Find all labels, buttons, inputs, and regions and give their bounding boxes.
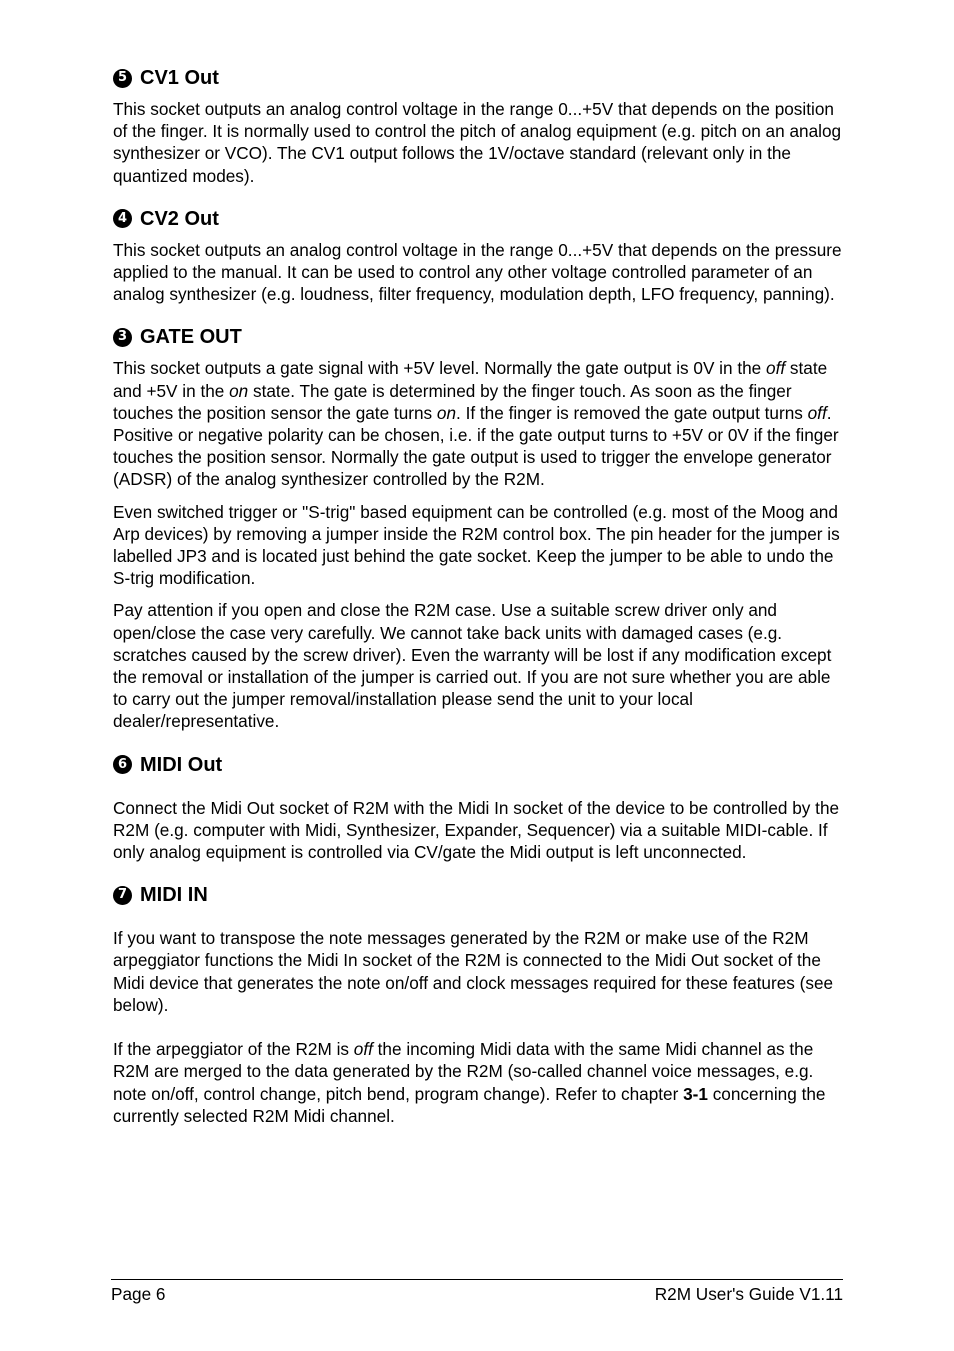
paragraph: If you want to transpose the note messages generated by the R2M or make use of the R2M arpeggiator functions the Midi In socket of the R2M is connected to the Midi Out socket of the Midi device that generates the note on/off and clock messages required for these features (see below). xyxy=(113,928,834,1015)
section-gate-out xyxy=(113,323,843,732)
section-heading xyxy=(113,881,843,909)
document-title: R2M User's Guide V1.11 xyxy=(654,1284,843,1304)
section-heading xyxy=(113,323,843,351)
paragraph xyxy=(113,357,843,490)
paragraph xyxy=(113,1038,843,1127)
text: concerning the currently selected R2M Midi channel. xyxy=(113,1083,826,1126)
page-content xyxy=(113,64,843,1145)
paragraph: This socket outputs an analog control voltage in the range 0...+5V that depends on the pressure applied to the manual. It can be used to control any other voltage controlled parameter of an analog synthesizer (e.g. loudness, filter frequency, modulation depth, LFO frequency, panning). xyxy=(113,239,842,305)
number-3-icon: 3 xyxy=(113,328,132,347)
chapter-reference: 3-1 xyxy=(683,1083,708,1104)
section-cv1-out xyxy=(113,64,843,187)
number-6-icon: 6 xyxy=(113,755,132,774)
paragraph: Pay attention if you open and close the R2M case. Use a suitable screw driver only and open/close the case very carefully. We cannot take back units with damaged cases (e.g. scratches caused by the screw driver). Even the warranty will be lost if any modification except the removal or installation of the jumper is carried out. If you are not sure whether you are able to carry out the jumper removal/installation please send the unit to your local dealer/representative. xyxy=(113,600,832,732)
section-midi-in xyxy=(113,881,843,1127)
spacer xyxy=(113,915,843,927)
section-title: CV2 Out xyxy=(140,207,219,230)
page-footer xyxy=(111,1279,843,1305)
text: If the arpeggiator of the R2M is xyxy=(113,1039,354,1060)
spacer xyxy=(113,785,843,797)
emphasis: on xyxy=(436,402,457,423)
section-heading xyxy=(113,64,843,92)
paragraph: Even switched trigger or "S-trig" based equipment can be controlled (e.g. most of the Moog and Arp devices) by removing a jumper inside the R2M control box. The pin header for the jumper is labelled JP3 and is located just behind the gate socket. Keep the jumper to be able to undo the S-trig modification. xyxy=(113,501,840,589)
emphasis: on xyxy=(229,380,249,401)
section-title: CV1 Out xyxy=(140,67,219,89)
paragraph: Connect the Midi Out socket of R2M with the Midi In socket of the device to be controlled by the R2M (e.g. computer with Midi, Synthesizer, Expander, Sequencer) via a suitable MIDI-cable. If only analog equipment is controlled via CV/gate the Midi output is left unconnected. xyxy=(113,797,840,863)
text: the incoming Midi data with the same Midi channel as the R2M are merged to the data generated by the R2M (so-called channel voice messages, e.g. note on/off, control change, pitch bend, program change). Refer to chapter xyxy=(113,1039,814,1104)
text: This socket outputs a gate signal with +5V level. Normally the gate output is 0V in the xyxy=(113,358,767,379)
emphasis: off xyxy=(766,358,786,379)
emphasis: off xyxy=(353,1039,373,1060)
section-title: MIDI Out xyxy=(140,753,223,776)
page-number: Page 6 xyxy=(111,1284,166,1304)
section-midi-out xyxy=(113,751,843,864)
number-7-icon: 7 xyxy=(113,886,132,905)
section-heading xyxy=(113,751,843,779)
number-4-icon: 4 xyxy=(113,209,132,228)
emphasis: off xyxy=(807,402,827,423)
text: state. The gate is determined by the finger touch. As soon as the finger touches the position sensor the gate turns xyxy=(113,380,792,423)
text: state and +5V in the xyxy=(113,358,828,401)
text: . Positive or negative polarity can be chosen, i.e. if the gate output turns to +5V or 0V if the finger touches the position sensor. Normally the gate output is used to trigger the envelope generator (ADSR) of the analog synthesizer controlled by the R2M. xyxy=(113,402,839,490)
section-title: GATE OUT xyxy=(140,326,242,349)
section-cv2-out xyxy=(113,205,843,306)
section-title: MIDI IN xyxy=(140,884,208,907)
paragraph: This socket outputs an analog control voltage in the range 0...+5V that depends on the position of the finger. It is normally used to control the pitch of analog equipment (e.g. pitch on an analog synthesizer or VCO). The CV1 output follows the 1V/octave standard (relevant only in the quantized modes). xyxy=(113,99,842,186)
section-heading xyxy=(113,205,843,233)
text: . If the finger is removed the gate output turns xyxy=(456,402,808,423)
number-5-icon: 5 xyxy=(113,69,132,88)
